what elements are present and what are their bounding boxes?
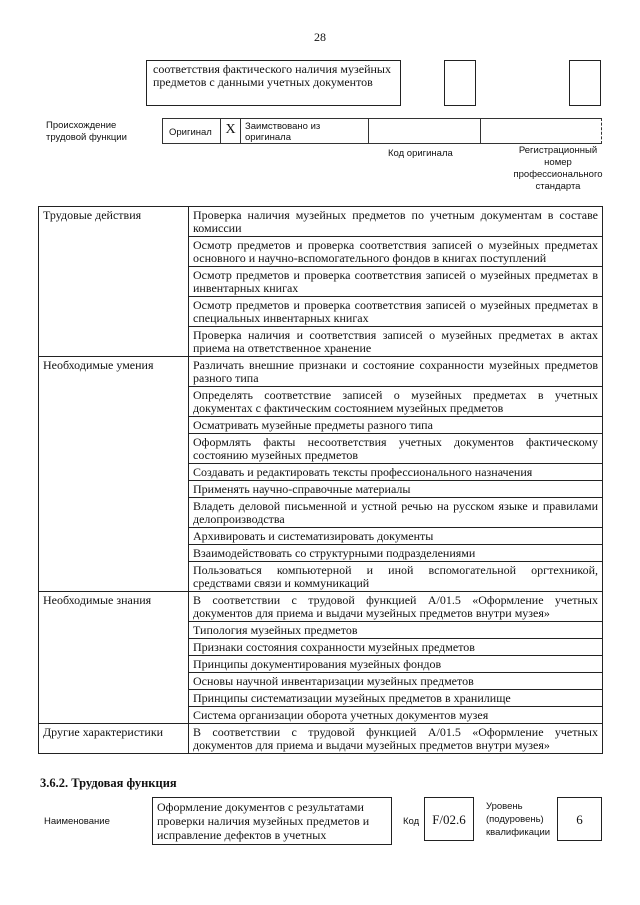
item-cell: Различать внешние признаки и состояние сохранности музейных предметов разного типа xyxy=(189,357,603,387)
item-cell: В соответствии с трудовой функцией А/01.5 «Оформление учетных документов для приема и выдачи музейных предметов внутри музея» xyxy=(189,724,603,754)
section-heading: 3.6.2. Трудовая функция xyxy=(40,776,177,790)
item-cell: Принципы систематизации музейных предметов в хранилище xyxy=(189,690,603,707)
level-box: 6 xyxy=(557,797,602,841)
item-cell: Принципы документирования музейных фондов xyxy=(189,656,603,673)
code-label: Код xyxy=(403,816,420,827)
table-row xyxy=(39,357,603,387)
original-mark: X xyxy=(220,118,240,144)
item-cell: Проверка наличия музейных предметов по учетным документам в составе комиссии xyxy=(189,207,603,237)
item-cell: Проверка наличия и соответствия записей о музейных предметах в актах приема на ответственное хранение xyxy=(189,327,603,357)
code-box-empty xyxy=(444,60,476,106)
category-cell: Необходимые знания xyxy=(39,592,189,724)
origin-row xyxy=(162,118,602,144)
item-cell: В соответствии с трудовой функцией А/01.5 «Оформление учетных документов для приема и выдачи музейных предметов внутри музея» xyxy=(189,592,603,622)
item-cell: Пользоваться компьютерной и иной вспомогательной оргтехникой, средствами связи и коммуникаций xyxy=(189,562,603,592)
item-cell: Архивировать и систематизировать документы xyxy=(189,528,603,545)
item-cell: Признаки состояния сохранности музейных предметов xyxy=(189,639,603,656)
item-cell: Основы научной инвентаризации музейных предметов xyxy=(189,673,603,690)
code-original-cell xyxy=(368,118,480,144)
function-table xyxy=(38,206,603,754)
reg-number-cell xyxy=(480,118,602,144)
item-cell: Применять научно-справочные материалы xyxy=(189,481,603,498)
table-row xyxy=(39,724,603,754)
code-original-label: Код оригинала xyxy=(388,148,453,159)
function-name-box: соответствия фактического наличия музейных предметов с данными учетных документов xyxy=(146,60,401,106)
item-cell: Осмотр предметов и проверка соответствия записей о музейных предметах в инвентарных книгах xyxy=(189,267,603,297)
level-box-empty xyxy=(569,60,601,106)
origin-label: Происхождение трудовой функции xyxy=(46,120,127,143)
category-cell: Трудовые действия xyxy=(39,207,189,357)
table-row xyxy=(39,207,603,237)
category-cell: Необходимые умения xyxy=(39,357,189,592)
table-row xyxy=(39,592,603,622)
item-cell: Осмотр предметов и проверка соответствия записей о музейных предметах основного и научно-вспомогательного фондов в книгах поступлений xyxy=(189,237,603,267)
name-label: Наименование xyxy=(44,816,110,827)
item-cell: Взаимодействовать со структурными подразделениями xyxy=(189,545,603,562)
original-label: Оригинал xyxy=(162,118,220,144)
page-number: 28 xyxy=(314,30,326,44)
item-cell: Владеть деловой письменной и устной речью на русском языке и правилами делопроизводства xyxy=(189,498,603,528)
item-cell: Определять соответствие записей о музейных предметах в учетных документах с фактическим состоянием музейных предметов xyxy=(189,387,603,417)
item-cell: Типология музейных предметов xyxy=(189,622,603,639)
name-box: Оформление документов с результатами проверки наличия музейных предметов и исправление дефектов в учетных xyxy=(152,797,392,845)
item-cell: Осмотр предметов и проверка соответствия записей о музейных предметах в специальных инвентарных книгах xyxy=(189,297,603,327)
level-label: Уровень (подуровень) квалификации xyxy=(486,801,551,838)
borrowed-label: Заимствовано из оригинала xyxy=(240,118,368,144)
item-cell: Оформлять факты несоответствия учетных документов фактическому состоянию музейных предметов xyxy=(189,434,603,464)
code-box: F/02.6 xyxy=(424,797,474,841)
item-cell: Создавать и редактировать тексты профессионального назначения xyxy=(189,464,603,481)
item-cell: Система организации оборота учетных документов музея xyxy=(189,707,603,724)
category-cell: Другие характеристики xyxy=(39,724,189,754)
reg-number-label: Регистрационный номер профессионального стандарта xyxy=(513,145,603,192)
item-cell: Осматривать музейные предметы разного типа xyxy=(189,417,603,434)
